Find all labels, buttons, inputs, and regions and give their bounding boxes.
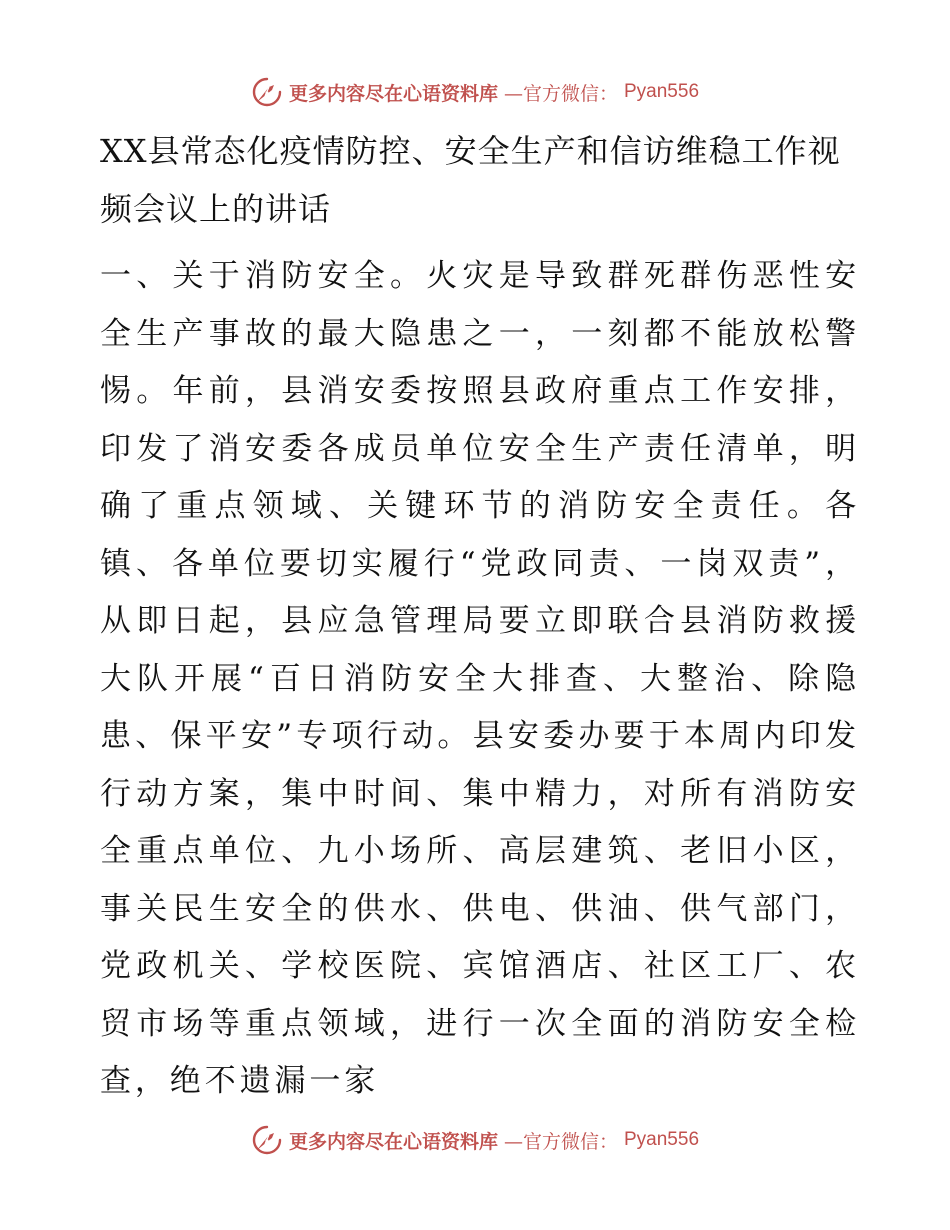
- banner-main-text: 更多内容尽在心语资料库: [288, 1130, 498, 1153]
- banner-separator-text: —官方微信：: [503, 1130, 618, 1153]
- banner-wechat-id: Pyan556: [624, 1129, 700, 1150]
- banner-wechat-id: Pyan556: [624, 81, 700, 102]
- banner-main-text: 更多内容尽在心语资料库: [288, 82, 498, 105]
- banner-separator-text: —官方微信：: [503, 82, 618, 105]
- document-paragraph: 一、关于消防安全。火灾是导致群死群伤恶性安全生产事故的最大隐患之一，一刻都不能放松警惕。年前，县消安委按照县政府重点工作安排，印发了消安委各成员单位安全生产责任清单，明确了重点领域、关键环节的消防安全责任。各镇、各单位要切实履行“党政同责、一岗双责”，从即日起，县应急管理局要立即联合县消防救援大队开展“百日消防安全大排查、大整治、除隐患、保平安”专项行动。县安委办要于本周内印发行动方案，集中时间、集中精力，对所有消防安全重点单位、九小场所、高层建筑、老旧小区，事关民生安全的供水、供电、供油、供气部门，党政机关、学校医院、宾馆酒店、社区工厂、农贸市场等重点领域，进行一次全面的消防安全检查，绝不遗漏一家: [100, 258, 860, 1099]
- header-watermark-banner: [0, 72, 950, 112]
- footer-watermark-banner: [0, 1120, 950, 1160]
- pen-nib-logo-icon: [251, 1124, 283, 1156]
- pen-nib-logo-icon: [251, 76, 283, 108]
- document-title: XX县常态化疫情防控、安全生产和信访维稳工作视频会议上的讲话: [100, 132, 841, 228]
